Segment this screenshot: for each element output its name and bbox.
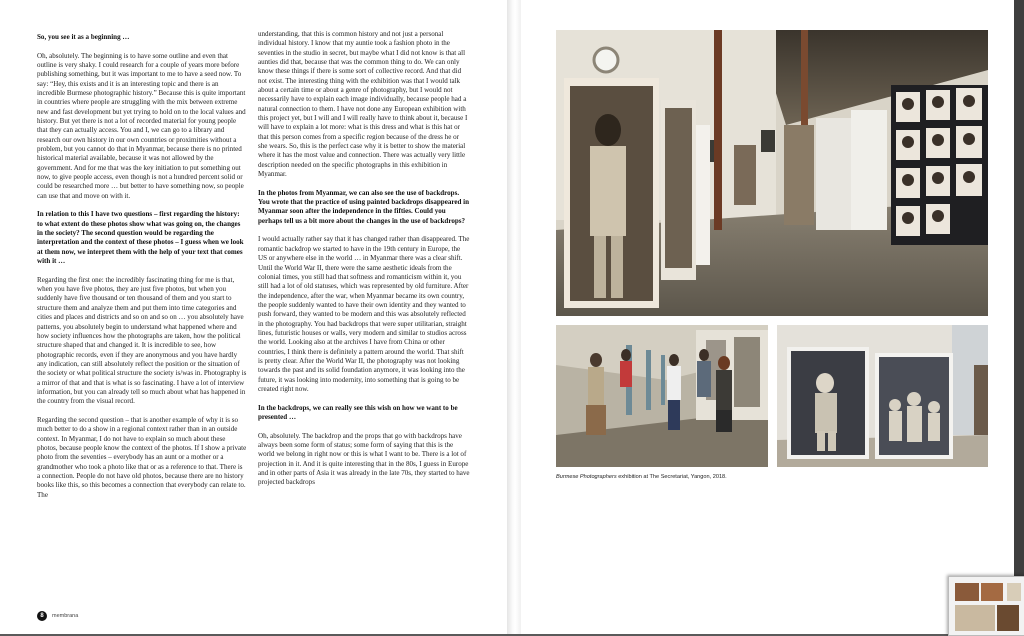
interview-answer: Oh, absolutely. The beginning is to have some outline and even that outline is very shaky. I could research for a couple of years more before publishing something, but it was important to me to have a seed now. To say: “Hey, this exists and it is an interesting topic and there is an incredible Burmese photographic history.” Because this is quite important in countries where people are struggling with the mix between extreme new and fast development but yet trying to hold on to the local values and history. But yet there is not a lot of recorded material for young people that they can actually access. You and I, we can go to a library and research our own history in our own countries or proximities without a problem, but you cannot do that in Myanmar, because there is no printed historical material available, because it was not allowed by the government. And for me that was the key initiation to put something out now, to give people access, even though is not a hundred percent solid or could be researched more … but better to have something now, so people can use that and move on with it. <box>37 51 246 200</box>
photo-caption <box>556 474 727 480</box>
magazine-name: membrana <box>52 613 79 619</box>
interview-answer: Oh, absolutely. The backdrop and the props that go with backdrops have always been some form of status; some form of saying that this is the world we belong in right now or this is what I want to be. There is a lot of projection in it. And it is quite interesting that in the 80s, I guess in Europe and in other parts of Asia it was already in the late 70s, they started to have projected backdrops <box>258 431 470 487</box>
caption-exhibition-title: Burmese Photographers <box>556 474 617 480</box>
backdrop-prints-photo <box>777 325 988 467</box>
interview-answer: understanding, that this is common history and not just a personal individual history. I know that my auntie took a fashion photo in the seventies in the studio in secret, but maybe what I did not know is that all aunties did that, because that was the common thing to do. We can only know these things if there is some sort of collective record. And that did not exist. The interesting thing with the exhibition was that I would talk about a certain time or about a genre of photography, but I would not necessarily have to explain each image individually, because people had a natural connection to them. I have not done any European exhibition with this project yet, but I will and I will really have to think about it, because I will have to explain a lot more: what is this dress and what is this hat or that this person comes from a specific region because of the dress he or she wears. So, this is the perfect case why it is better to show the material where it has the most value and connection. There was actually very little description needed on the specific photographs in this exhibition in Myanmar. <box>258 30 468 179</box>
interview-question: In relation to this I have two questions – first regarding the history: to what extent do these photos show what was going on, the changes in the society? The second question would be regarding the interpretation and the context of these photos – I guess when we look at them now, we interpret them with the help of your text that comes with it … <box>37 210 244 266</box>
interview-answer: Regarding the first one: the incredibly fascinating thing for me is that, when you have five photos, they are just five photos, but when you suddenly have five thousand or ten thousand of them and you start to structure them and analyze them and put them into time categories and cities and places and districts and so on and so on … you absolutely have patterns, you absolutely begin to understand what happened where and how society influences how the photographs are taken, how the political structure shaped that and changed it. It is incredible to see, how photographic records, even if they are anonymous and you have hardly any indication, can still absolutely reflect the position or the situation of the society or what political structure the society is/was in. Photography is a mirror of that and that is what is so fascinating. I have a lot of interview information, but you can already tell so much about what has happened in the country from the visual record. <box>37 275 247 406</box>
text-column-1 <box>37 33 247 509</box>
exhibition-hall-photo <box>556 30 988 316</box>
interview-answer: I would actually rather say that it has changed rather than disappeared. The romantic backdrop we started to have in the 19th century in Europe, the US or anywhere else in the world … in Myanmar there was a clear shift. Until the World War II, there were the same aesthetic ideals from the colonial times, you still had that softness and romanticism within it, you still had a lot of old statuses, which was represented by old furniture. After the independence, after the war, when Myanmar became its own country, the people suddenly wanted to have their own identity and they wanted to push forward, they wanted to be modern and this was absolutely reflected in the photography. You had backdrops that were super utilitarian, straight lines, futuristic houses or walls, very modern and similar to studios across the world. Looking also at the archives I have from China or other countries, I think there is definitely a pattern around the world. That shift is pretty clear. After the World War II, the photography was not looking towards the past and its solid foundation anymore, it was looking into the future, it was looking into modernity, into something that is going to be created right now. <box>258 235 470 393</box>
page-thumbnail-preview[interactable] <box>948 576 1024 636</box>
interview-question: So, you see it as a beginning … <box>37 33 130 41</box>
interview-answer: Regarding the second question – that is another example of why it is so much better to do a show in a regional context rather than in an outside context. In Myanmar, I do not have to explain so much about these photos, because people know the context of the photos. If I show a private photo from the seventies – everybody has an aunt or a mother or a grandmother who took a photo like that or as a reference to that. There is a connection. People do not have old photos, because there are no history books like this, so this becomes a connection that everybody can relate to. The <box>37 415 247 499</box>
interview-question: In the photos from Myanmar, we can also see the use of backdrops. You wrote that the practice of using painted backdrops disappeared in Myanmar soon after the independence in the fifties. Could you perhaps tell us a bit more about the changes in the use of backdrops? <box>258 188 470 225</box>
visitors-corridor-photo <box>556 325 768 467</box>
text-column-2 <box>258 30 470 497</box>
vertical-scrollbar[interactable] <box>1014 0 1024 576</box>
page-gutter <box>507 0 521 634</box>
page-footer <box>37 611 78 621</box>
page-number-badge: 8 <box>37 611 47 621</box>
interview-question: In the backdrops, we can really see this wish on how we want to be presented … <box>258 403 458 421</box>
caption-details: exhibition at The Secretariat, Yangon, 2018. <box>616 474 727 480</box>
